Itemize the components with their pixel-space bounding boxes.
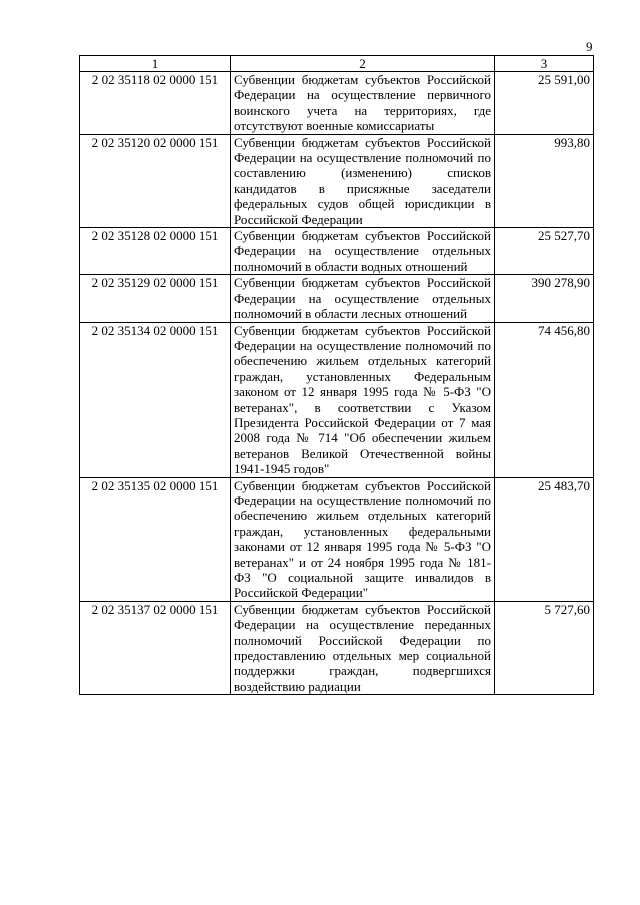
column-header-description: 2	[231, 56, 495, 72]
budget-code-cell: 2 02 35129 02 0000 151	[80, 275, 231, 322]
description-cell: Субвенции бюджетам субъектов Российской Федерации на осуществление первичного воинского учета на территориях, где отсутствуют военные комиссариаты	[231, 72, 495, 135]
column-header-amount: 3	[495, 56, 594, 72]
column-header-code: 1	[80, 56, 231, 72]
table-header-row	[80, 56, 594, 72]
amount-cell: 390 278,90	[495, 275, 594, 322]
amount-cell: 25 591,00	[495, 72, 594, 135]
budget-code-cell: 2 02 35135 02 0000 151	[80, 477, 231, 601]
budget-code-cell: 2 02 35120 02 0000 151	[80, 134, 231, 227]
table-row	[80, 322, 594, 477]
table-row	[80, 134, 594, 227]
description-cell: Субвенции бюджетам субъектов Российской Федерации на осуществление отдельных полномочий в области водных отношений	[231, 228, 495, 275]
budget-code-cell: 2 02 35128 02 0000 151	[80, 228, 231, 275]
amount-cell: 74 456,80	[495, 322, 594, 477]
description-cell: Субвенции бюджетам субъектов Российской Федерации на осуществление полномочий по составлению (изменению) списков кандидатов в присяжные заседатели федеральных судов общей юрисдикции в Российской Федерации	[231, 134, 495, 227]
page-number: 9	[586, 39, 593, 54]
budget-code-cell: 2 02 35134 02 0000 151	[80, 322, 231, 477]
amount-cell: 5 727,60	[495, 601, 594, 694]
description-cell: Субвенции бюджетам субъектов Российской Федерации на осуществление полномочий по обеспечению жильем отдельных категорий граждан, установленных Федеральным законом от 12 января 1995 года № 5-ФЗ "О ветеранах", в соответствии с Указом Президента Российской Федерации от 7 мая 2008 года № 714 "Об обеспечении жильем ветеранов Великой Отечественной войны 1941-1945 годов"	[231, 322, 495, 477]
amount-cell: 25 483,70	[495, 477, 594, 601]
table-row	[80, 601, 594, 694]
description-cell: Субвенции бюджетам субъектов Российской Федерации на осуществление переданных полномочий Российской Федерации по предоставлению отдельных мер социальной поддержки граждан, подвергшихся воздействию радиации	[231, 601, 495, 694]
budget-table	[79, 55, 594, 695]
description-cell: Субвенции бюджетам субъектов Российской Федерации на осуществление полномочий по обеспечению жильем отдельных категорий граждан, установленных федеральными законами от 12 января 1995 года № 5-ФЗ "О ветеранах" и от 24 ноября 1995 года № 181-ФЗ "О социальной защите инвалидов в Российской Федерации"	[231, 477, 495, 601]
table-row	[80, 477, 594, 601]
description-cell: Субвенции бюджетам субъектов Российской Федерации на осуществление отдельных полномочий в области лесных отношений	[231, 275, 495, 322]
budget-code-cell: 2 02 35118 02 0000 151	[80, 72, 231, 135]
table-row	[80, 72, 594, 135]
table-row	[80, 275, 594, 322]
amount-cell: 25 527,70	[495, 228, 594, 275]
budget-code-cell: 2 02 35137 02 0000 151	[80, 601, 231, 694]
table-row	[80, 228, 594, 275]
amount-cell: 993,80	[495, 134, 594, 227]
